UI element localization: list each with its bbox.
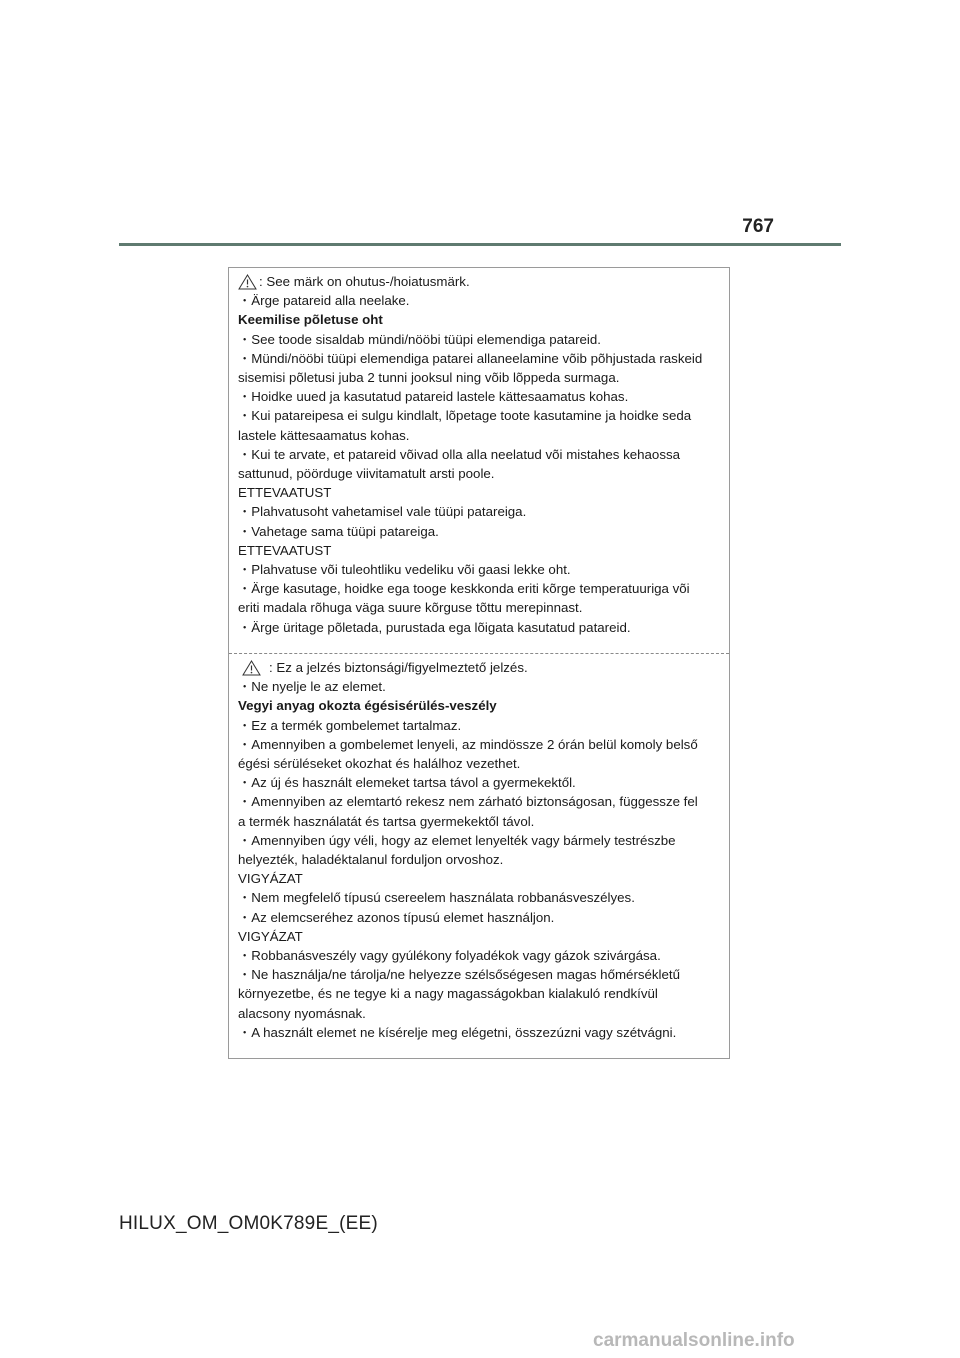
header-rule	[119, 243, 841, 246]
estonian-lines	[238, 291, 723, 637]
text-line: ・Ne nyelje le az elemet.	[238, 679, 386, 695]
text-line: ETTEVAATUST	[238, 485, 332, 501]
text-line: sattunud, pöörduge viivitamatult arsti poole.	[238, 466, 495, 482]
text-line: ・Vahetage sama tüüpi patareiga.	[238, 523, 439, 539]
text-line: égési sérüléseket okozhat és halálhoz vezethet.	[238, 756, 521, 772]
text-line: ・Nem megfelelő típusú csereelem használata robbanásveszélyes.	[238, 890, 635, 906]
text-line: ・Az új és használt elemeket tartsa távol a gyermekektől.	[238, 775, 576, 791]
text-line: lastele kättesaamatus kohas.	[238, 427, 410, 443]
text-line: ・Kui patareipesa ei sulgu kindlalt, lõpetage toote kasutamine ja hoidke seda	[238, 408, 692, 424]
text-line: ETTEVAATUST	[238, 542, 332, 558]
text-line: a termék használatát és tartsa gyermekektől távol.	[238, 813, 535, 829]
text-line: eriti madala rõhuga väga suure kõrguse tõttu merepinnast.	[238, 600, 583, 616]
text-line: ・Amennyiben a gombelemet lenyeli, az mindössze 2 órán belül komoly belső	[238, 736, 698, 752]
text-line: ・See toode sisaldab mündi/nööbi tüüpi elemendiga patareid.	[238, 331, 601, 347]
text-line: ・Plahvatusoht vahetamisel vale tüüpi patareiga.	[238, 504, 527, 520]
estonian-symbol-note-text: : See märk on ohutus-/hoiatusmärk.	[259, 274, 470, 289]
text-line: ・Kui te arvate, et patareid võivad olla alla neelatud või mistahes kehaossa	[238, 446, 681, 462]
hungarian-symbol-note	[238, 658, 723, 677]
text-line: ・Ärge kasutage, hoidke ega tooge keskkonda eriti kõrge temperatuuriga või	[238, 581, 690, 597]
text-line: környezetbe, és ne tegye ki a nagy magasságokban kialakuló rendkívül	[238, 986, 658, 1002]
text-line: helyezték, haladéktalanul forduljon orvoshoz.	[238, 852, 504, 868]
text-line: alacsony nyomásnak.	[238, 1005, 366, 1021]
text-line: VIGYÁZAT	[238, 871, 303, 887]
warning-heading: Keemilise põletuse oht	[238, 312, 383, 328]
text-line: ・Hoidke uued ja kasutatud patareid lastele kättesaamatus kohas.	[238, 389, 629, 405]
text-line: ・Ez a termék gombelemet tartalmaz.	[238, 717, 462, 733]
text-line: ・Amennyiben úgy véli, hogy az elemet lenyelték vagy bármely testrészbe	[238, 832, 676, 848]
section-divider	[229, 653, 729, 654]
text-line: ・Ärge üritage põletada, purustada ega lõigata kasutatud patareid.	[238, 619, 631, 635]
estonian-warning-block	[238, 272, 723, 637]
text-line: ・Az elemcseréhez azonos típusú elemet használjon.	[238, 909, 555, 925]
watermark: carmanualsonline.info	[593, 1330, 795, 1351]
text-line: sisemisi põletusi juba 2 tunni jooksul ning võib lõppeda surmaga.	[238, 370, 620, 386]
text-line: ・Ärge patareid alla neelake.	[238, 293, 410, 309]
warning-triangle-icon	[242, 660, 261, 676]
estonian-symbol-note	[238, 272, 723, 291]
text-line: VIGYÁZAT	[238, 928, 303, 944]
hungarian-warning-block	[238, 658, 723, 1042]
battery-warning-box	[228, 267, 730, 1059]
warning-triangle-icon	[238, 274, 257, 290]
document-code-footer: HILUX_OM_OM0K789E_(EE)	[119, 1213, 378, 1234]
text-line: ・A használt elemet ne kísérelje meg elégetni, összezúzni vagy szétvágni.	[238, 1024, 677, 1040]
hungarian-lines	[238, 677, 723, 1042]
text-line: ・Robbanásveszély vagy gyúlékony folyadékok vagy gázok szivárgása.	[238, 948, 661, 964]
warning-heading: Vegyi anyag okozta égésisérülés-veszély	[238, 698, 497, 714]
text-line: ・Ne használja/ne tárolja/ne helyezze szélsőségesen magas hőmérsékletű	[238, 967, 680, 983]
text-line: ・Plahvatuse või tuleohtliku vedeliku või gaasi lekke oht.	[238, 562, 571, 578]
text-line: ・Amennyiben az elemtartó rekesz nem zárható biztonságosan, függessze fel	[238, 794, 698, 810]
hungarian-symbol-note-text: : Ez a jelzés biztonsági/figyelmeztető jelzés.	[269, 660, 528, 675]
page-number: 767	[742, 216, 774, 237]
text-line: ・Mündi/nööbi tüüpi elemendiga patarei allaneelamine võib põhjustada raskeid	[238, 350, 703, 366]
